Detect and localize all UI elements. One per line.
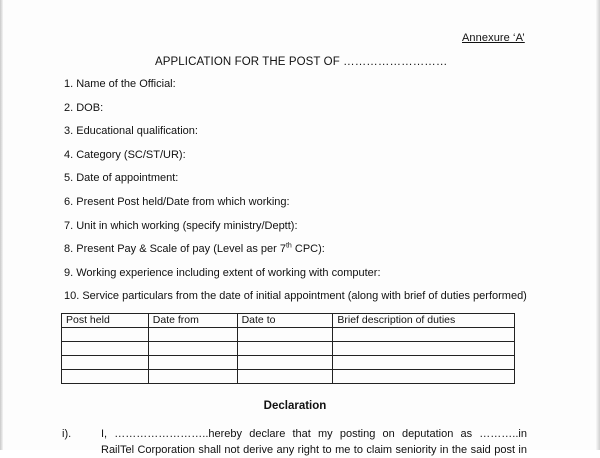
table-cell[interactable]	[237, 370, 333, 384]
table-cell[interactable]	[62, 370, 149, 384]
column-post-held: Post held	[62, 314, 149, 328]
table-cell[interactable]	[148, 370, 237, 384]
field-present-pay-scale	[64, 242, 527, 266]
declaration-line-1: I, ……………………..hereby declare that my posting on deputation as ………..in	[101, 428, 527, 440]
table-cell[interactable]	[237, 342, 333, 356]
table-cell[interactable]	[62, 356, 149, 370]
table-cell[interactable]	[333, 328, 515, 342]
scan-edge-right	[596, 0, 600, 450]
table-cell[interactable]	[62, 328, 149, 342]
field-dob: 2. DOB:	[64, 101, 104, 114]
table-row	[62, 328, 515, 342]
column-date-to: Date to	[237, 314, 333, 328]
field-present-pay-scale-text: 8. Present Pay & Scale of pay (Level as per 7	[64, 243, 286, 256]
table-cell[interactable]	[62, 342, 149, 356]
column-brief-description: Brief description of duties	[333, 314, 515, 328]
table-row	[62, 356, 515, 370]
field-date-of-appointment: 5. Date of appointment:	[64, 172, 179, 185]
field-present-post-held: 6. Present Post held/Date from which working:	[64, 195, 290, 208]
form-title: APPLICATION FOR THE POST OF ………………………	[155, 56, 448, 68]
table-cell[interactable]	[333, 356, 515, 370]
scan-edge-left	[0, 0, 3, 450]
field-present-pay-scale-suffix: CPC):	[291, 243, 325, 256]
table-cell[interactable]	[148, 328, 237, 342]
declaration-item-number: i).	[62, 428, 72, 440]
field-unit-in-which-working: 7. Unit in which working (specify ministry/Deptt):	[64, 219, 298, 232]
field-educational-qualification: 3. Educational qualification:	[64, 125, 198, 138]
column-date-from: Date from	[148, 314, 237, 328]
table-row	[62, 342, 515, 356]
table-cell[interactable]	[148, 356, 237, 370]
field-service-particulars: 10. Service particulars from the date of initial appointment (along with brief of duties performed)	[64, 290, 527, 303]
table-cell[interactable]	[237, 328, 333, 342]
table-row	[62, 370, 515, 384]
declaration-heading: Declaration	[263, 400, 327, 412]
table-cell[interactable]	[237, 356, 333, 370]
field-working-experience: 9. Working experience including extent of working with computer:	[64, 266, 381, 279]
declaration-line-2: RailTel Corporation shall not derive any right to me to claim seniority in the said post in	[101, 444, 527, 456]
declaration-item-text	[101, 426, 527, 458]
form-fields-list	[64, 77, 527, 313]
table-cell[interactable]	[148, 342, 237, 356]
field-category: 4. Category (SC/ST/UR):	[64, 148, 186, 161]
service-particulars-table	[61, 313, 515, 384]
field-present-pay-scale-superscript: th	[285, 242, 292, 250]
service-table-header-row	[62, 314, 515, 328]
table-cell[interactable]	[333, 342, 515, 356]
annexure-label: Annexure ‘A’	[462, 32, 525, 44]
field-name-of-official: 1. Name of the Official:	[64, 78, 176, 90]
table-cell[interactable]	[333, 370, 515, 384]
